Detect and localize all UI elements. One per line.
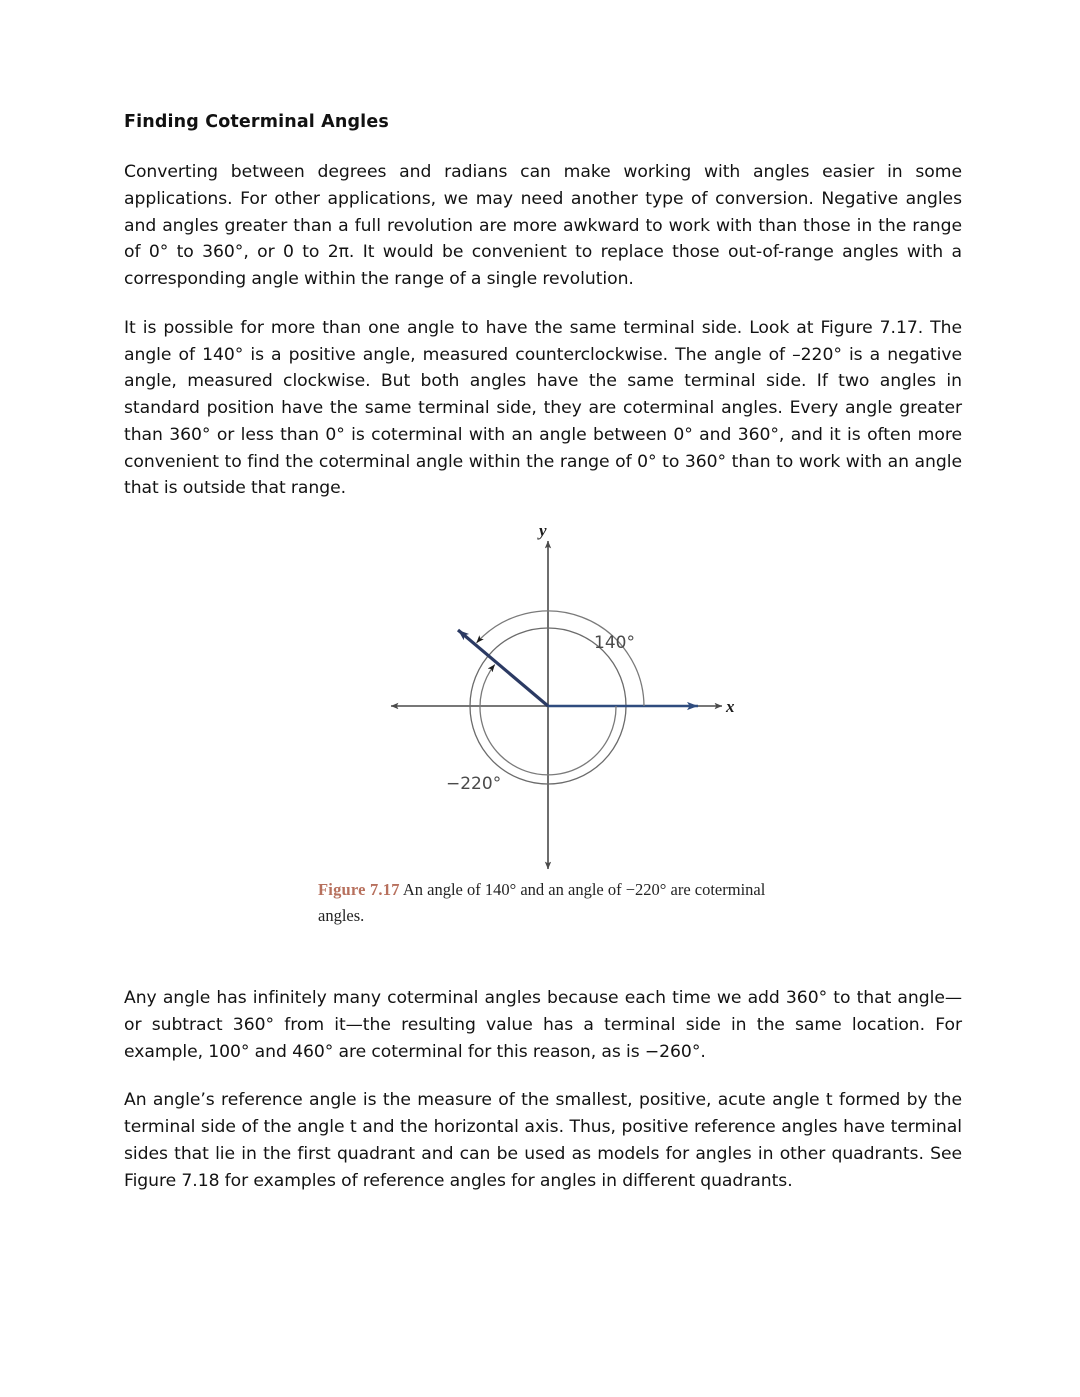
- figure-number: Figure 7.17: [318, 880, 400, 899]
- x-axis-label: x: [726, 697, 735, 716]
- figure-caption-text: An angle of 140° and an angle of −220° are coterminal angles.: [318, 880, 766, 925]
- positive-angle-arc-140: [477, 611, 645, 706]
- positive-angle-label: 140°: [594, 633, 635, 653]
- coterminal-angles-diagram: [124, 524, 962, 884]
- negative-angle-label: −220°: [446, 774, 502, 794]
- figure-7-17: [124, 524, 962, 979]
- paragraph-intro: Converting between degrees and radians can make working with angles easier in some applications. For other applications, we may need another type of conversion. Negative angles and angles greater than a full revolution are more awkward to work with than those in the range of 0° to 360°, or 0 to 2π. It would be convenient to replace those out-of-range angles with a corresponding angle within the range of a single revolution.: [124, 162, 962, 289]
- terminal-side-ray: [458, 630, 548, 706]
- paragraph-infinitely-many: Any angle has infinitely many coterminal angles because each time we add 360° to that angle—or subtract 360° from it—the resulting value has a terminal side in the same location. For example, 100° and 460° are coterminal for this reason, as is −260°.: [124, 988, 962, 1062]
- figure-caption: [318, 877, 788, 928]
- paragraph-coterminal-definition: It is possible for more than one angle to have the same terminal side. Look at Figure 7.17. The angle of 140° is a positive angle, measured counterclockwise. The angle of –220° is a negative angle, measured clockwise. But both angles have the same terminal side. If two angles in standard position have the same terminal side, they are coterminal angles. Every angle greater than 360° or less than 0° is coterminal with an angle between 0° and 360°, and it is often more convenient to find the coterminal angle within the range of 0° to 360° than to work with an angle that is outside that range.: [124, 317, 962, 499]
- section-heading: Finding Coterminal Angles: [124, 112, 389, 132]
- paragraph-reference-angle: An angle’s reference angle is the measure of the smallest, positive, acute angle t formed by the terminal side of the angle t and the horizontal axis. Thus, positive reference angles have terminal sides that lie in the first quadrant and can be used as models for angles in other quadrants. See Figure 7.18 for examples of reference angles for angles in different quadrants.: [124, 1090, 962, 1191]
- document-content: [124, 112, 962, 1194]
- y-axis-label: y: [539, 524, 547, 540]
